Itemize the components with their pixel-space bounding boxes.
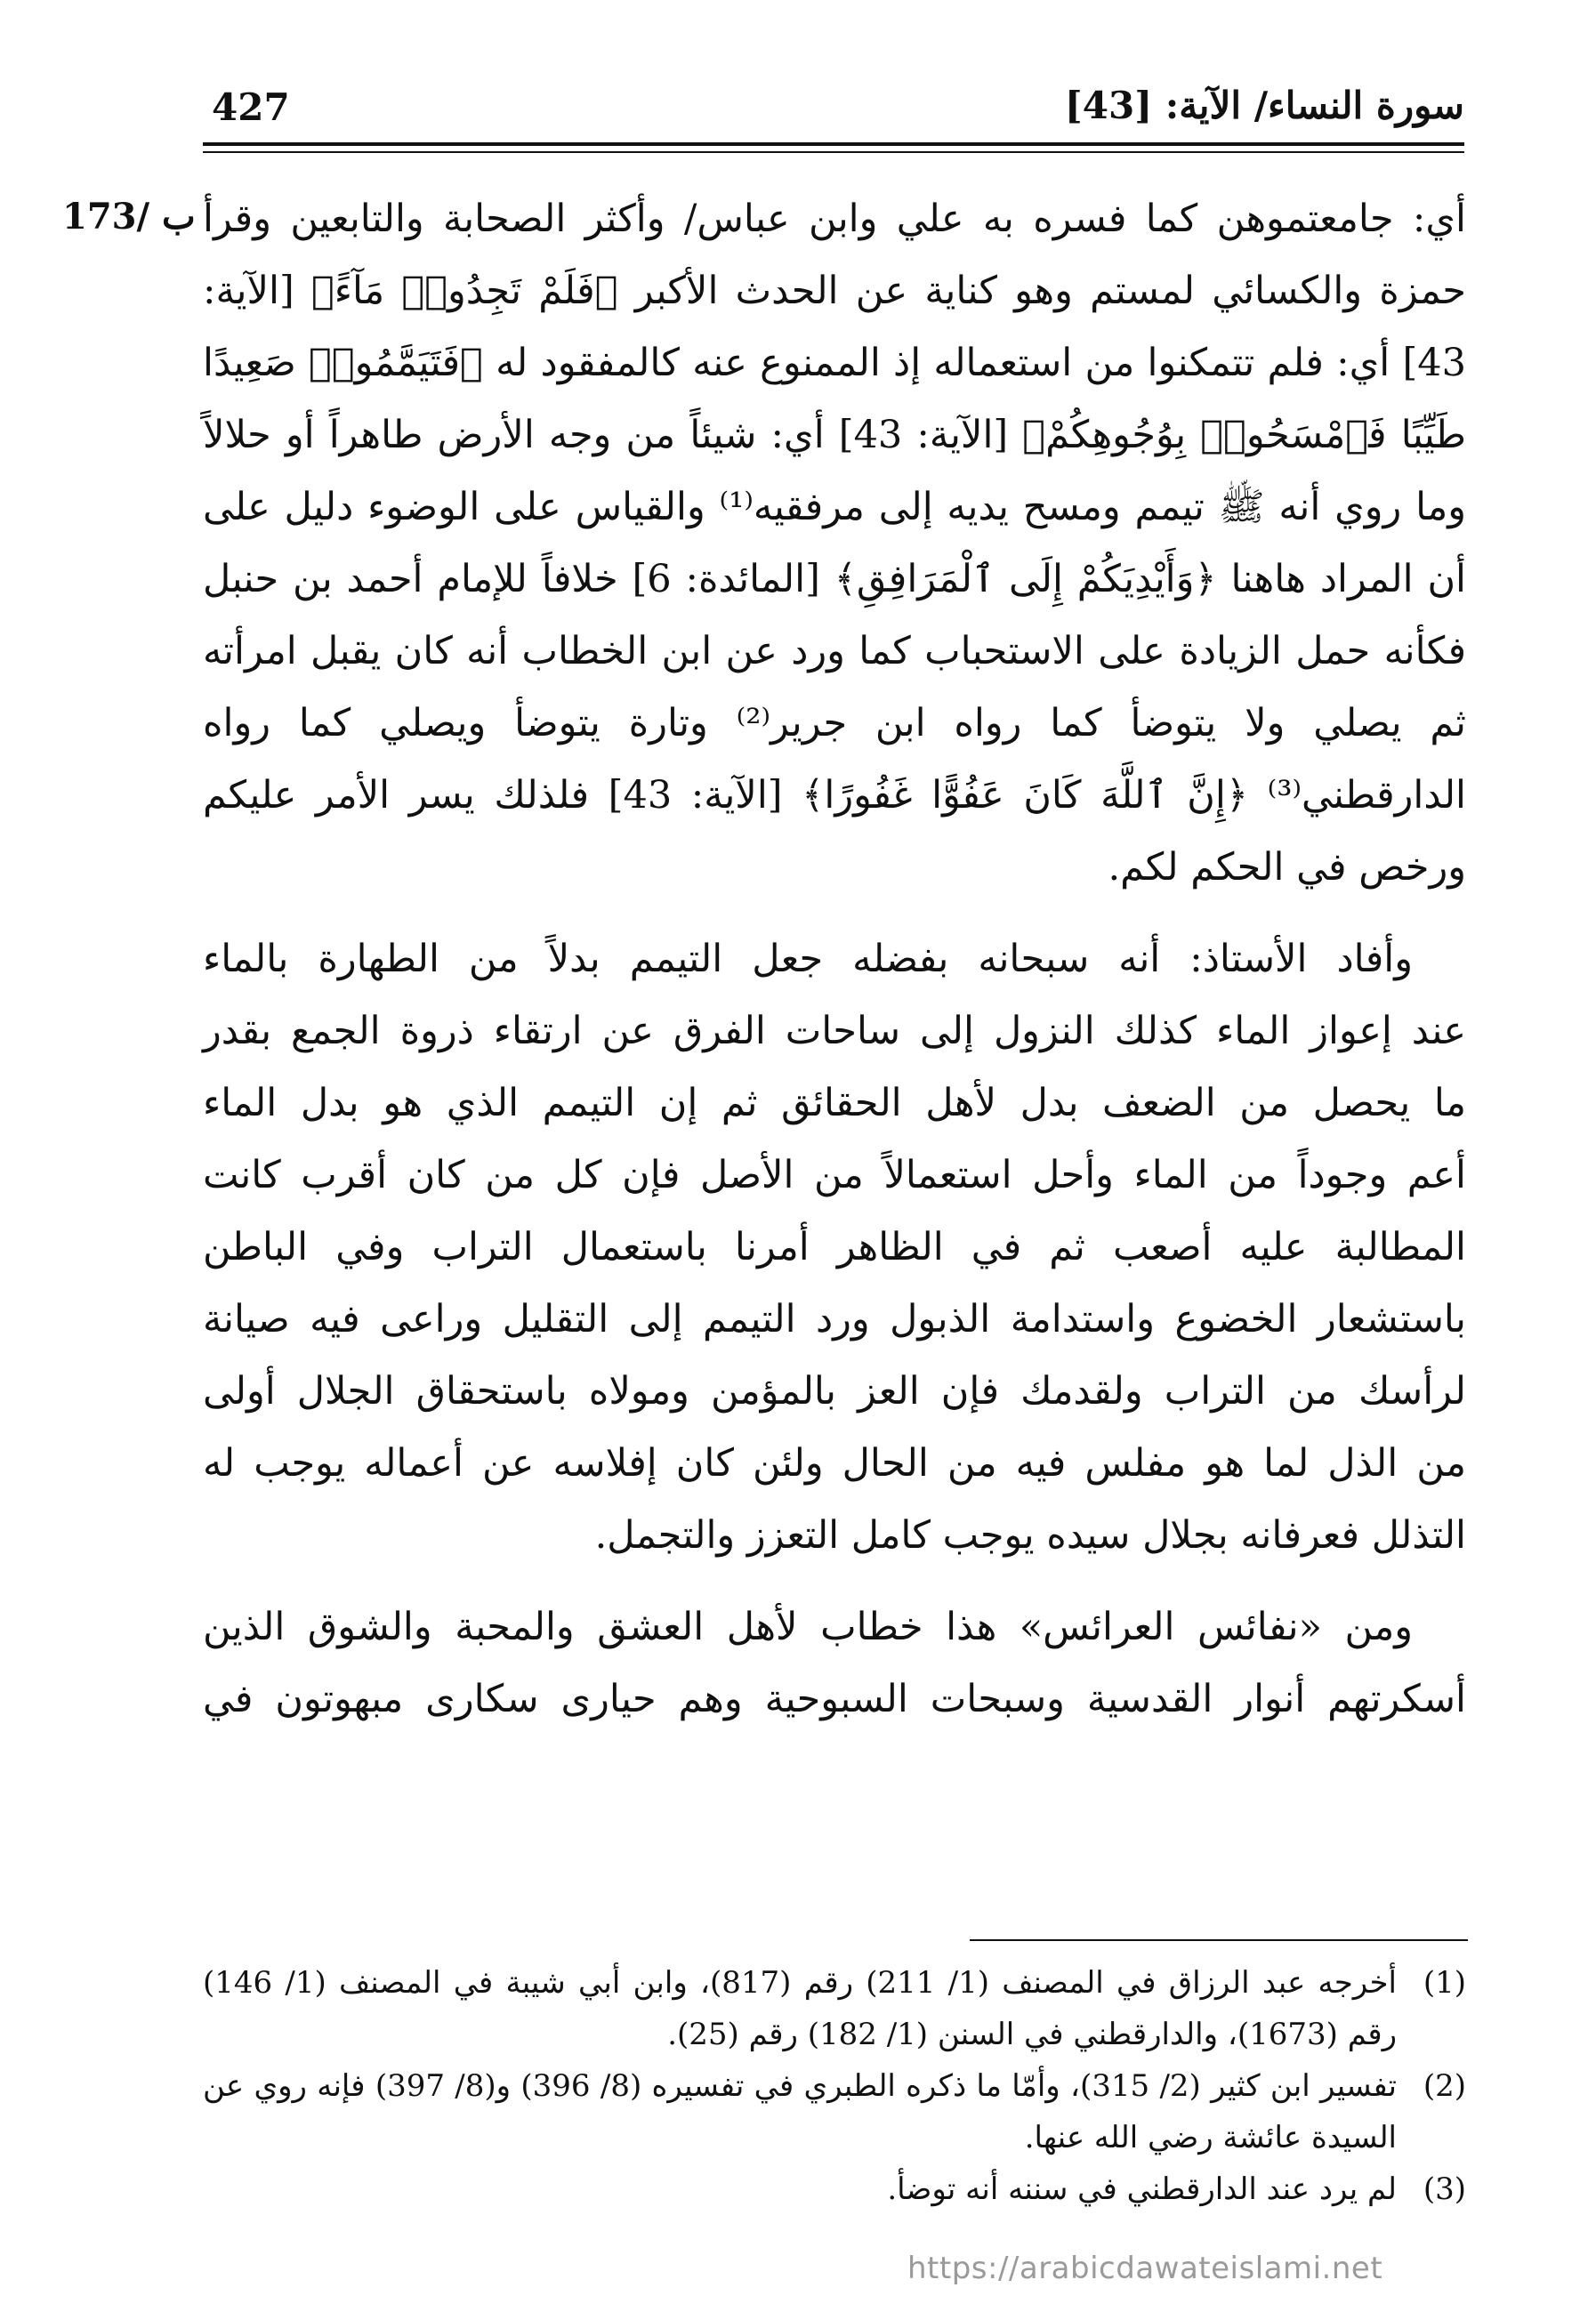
text-line: أسكرتهم أنوار القدسية وسبحات السبوحية وهم حيارى سكارى مبهوتون في [203,1677,1466,1721]
watermark-url: https://arabicdawateislami.net [907,2251,1383,2286]
footnote-number: (3) [1423,2171,1466,2207]
text-line: أي: جامعتموهن كما فسره به علي وابن عباس/ وأكثر الصحابة والتابعين وقرأ [203,197,1466,241]
text-line: عند إعواز الماء كذلك النزول إلى ساحات الفرق عن ارتقاء ذروة الجمع بقدر [203,1009,1466,1053]
text-line: المطالبة عليه أصعب ثم في الظاهر أمرنا باستعمال التراب وفي الباطن [203,1225,1466,1269]
text-line: ما يحصل من الضعف بدل لأهل الحقائق ثم إن التيمم الذي هو بدل الماء [203,1081,1466,1125]
text-line: باستشعار الخضوع واستدامة الذبول ورد التيمم إلى التقليل وراعى فيه صيانة [203,1297,1466,1341]
text-line: وأفاد الأستاذ: أنه سبحانه بفضله جعل التيمم بدلاً من الطهارة بالماء [203,937,1413,981]
text-line: أعم وجوداً من الماء وأحل استعمالاً من الأصل فإن كل من كان أقرب كانت [203,1153,1466,1197]
text-line: أن المراد هاهنا ﴿وَأَيْدِيَكُمْ إِلَى ٱلْمَرَافِقِ﴾ [المائدة: 6] خلافاً للإمام أحمد بن حنبل [203,557,1466,601]
main-text [203,183,1466,1755]
text-line: طَيِّبًا فَٱمْسَحُوا۟ بِوُجُوهِكُمْ﴾ [الآية: 43] أي: شيئاً من وجه الأرض طاهراً أو حلالاً [203,413,1466,457]
text-line: وما روي أنه ﷺ تيمم ومسح يديه إلى مرفقيه⁽¹⁾ والقياس على الوضوء دليل على [203,485,1466,529]
text-line: ومن «نفائس العرائس» هذا خطاب لأهل العشق والمحبة والشوق الذين [203,1605,1413,1649]
footnotes [203,1957,1466,2215]
header-rule-thin [203,151,1464,153]
footnote-separator [970,1939,1468,1941]
text-line: ثم يصلي ولا يتوضأ كما رواه ابن جرير⁽²⁾ وتارة يتوضأ ويصلي كما رواه [203,701,1466,745]
footnote-text: لم يرد عند الدارقطني في سننه أنه توضأ. [887,2171,1397,2207]
paragraph-3 [203,1591,1466,1736]
text-line: من الذل لما هو مفلس فيه من الحال ولئن كان إفلاسه عن أعماله يوجب له [203,1441,1466,1486]
text-line: حمزة والكسائي لمستم وهو كناية عن الحدث الأكبر ﴿فَلَمْ تَجِدُوا۟ مَآءً﴾ [الآية: [203,269,1466,313]
footnote-text: أخرجه عبد الرزاق في المصنف (1/ 211) رقم (817)، وابن أبي شيبة في المصنف (1/ 146) رقم (1673)، والدارقطني في السنن (1/ 182) رقم (25). [203,1965,1397,2052]
text-line: الدارقطني⁽³⁾ ﴿إِنَّ ٱللَّهَ كَانَ عَفُوًّا غَفُورًا﴾ [الآية: 43] فلذلك يسر الأمر عليكم [203,773,1466,818]
footnote-number: (1) [1423,1965,1466,2001]
text-line: التذلل فعرفانه بجلال سيده يوجب كامل التعزز والتجمل. [594,1513,1466,1558]
footnote-3 [203,2163,1466,2215]
text-line: لرأسك من التراب ولقدمك فإن العز بالمؤمن ومولاه باستحقاق الجلال أولى [203,1369,1466,1414]
paragraph-2 [203,923,1466,1572]
text-line: 43] أي: فلم تتمكنوا من استعماله إذ الممنوع عنه كالمفقود له ﴿فَتَيَمَّمُوا۟ صَعِيدًا [203,341,1466,385]
footnote-2 [203,2060,1466,2163]
running-title: سورة النساء/ الآية: [43] [1064,84,1464,127]
footnote-text: تفسير ابن كثير (2/ 315)، وأمّا ما ذكره الطبري في تفسيره (8/ 396) و(8/ 397) فإنه روي عن السيدة عائشة رضي الله عنها. [203,2068,1397,2155]
page-number: 427 [212,85,290,129]
paragraph-1 [203,183,1466,904]
footnote-number: (2) [1423,2068,1466,2104]
footnote-1 [203,1957,1466,2060]
manuscript-folio-note: 173/ ب [62,196,196,238]
header-rule-thick [203,142,1464,146]
text-line: ورخص في الحكم لكم. [1108,845,1466,890]
page-header [203,82,1464,144]
text-line: فكأنه حمل الزيادة على الاستحباب كما ورد عن ابن الخطاب أنه كان يقبل امرأته [203,629,1466,673]
